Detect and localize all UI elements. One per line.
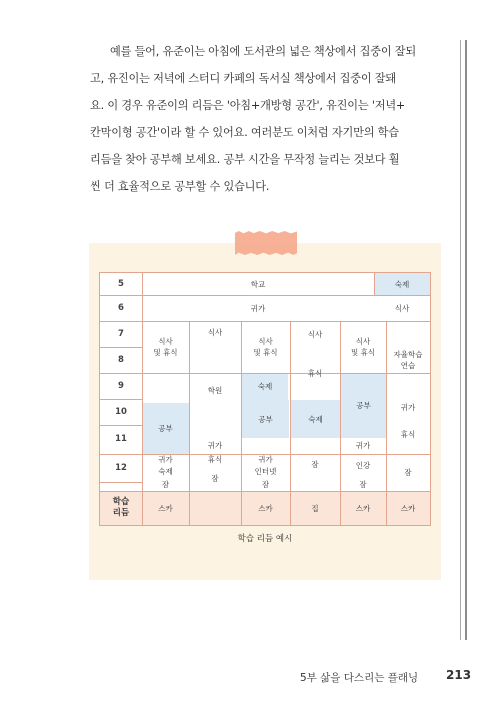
cell-homework-5: 숙제 (374, 273, 430, 295)
body-line-3: 요. 이 경우 유준이의 리듬은 '아침+개방형 공간', 유진이는 '저녁+ (90, 99, 406, 112)
cell-c6-home: 귀가 (400, 402, 416, 412)
cell-c6-study-hall: 자율학습 연습 (393, 350, 423, 370)
rhythm-col-1: 스카 (158, 503, 173, 513)
cell-c1-study: 공부 (142, 403, 189, 454)
cell-c5-home: 귀가 (355, 440, 371, 450)
rhythm-col-3: 스카 (258, 503, 273, 513)
cell-c2-academy: 학원 (207, 386, 223, 395)
hour-5: 5 (118, 278, 124, 289)
cell-c4-meal: 식사 (307, 329, 323, 339)
page-edge-line (460, 40, 461, 640)
hour-12: 12 (115, 462, 127, 473)
cell-c3-homework: 숙제 (242, 373, 288, 400)
rhythm-col-2 (189, 491, 241, 525)
cell-c2-rest: 휴식 (207, 454, 223, 464)
rhythm-col-4: 집 (311, 503, 319, 513)
cell-c2-sleep: 잠 (211, 474, 219, 483)
hour-6: 6 (118, 302, 124, 313)
cell-c5-online-lecture: 인강 (355, 460, 371, 470)
body-line-4: 칸막이형 공간'이라 할 수 있어요. 여러분도 이처럼 자기만의 학습 (90, 126, 399, 139)
rhythm-col-6: 스카 (400, 503, 416, 513)
body-line-1: 예를 들어, 유준이는 아침에 도서관의 넓은 책상에서 집중이 잘되 (110, 45, 416, 58)
cell-c1-home: 귀가 (158, 455, 173, 464)
cell-c5-study: 공부 (341, 373, 386, 438)
hour-10: 10 (115, 406, 127, 417)
footer-chapter: 5부 삶을 다스리는 플래닝 (300, 672, 419, 684)
cell-school: 학교 (250, 279, 266, 289)
cell-c4-rest: 휴식 (307, 369, 323, 378)
hour-11: 11 (115, 434, 127, 444)
cell-c4-sleep: 잠 (311, 460, 319, 469)
tape-decoration (235, 231, 297, 255)
rhythm-col-5: 스카 (355, 503, 371, 513)
cell-c5-sleep: 잠 (359, 480, 367, 489)
hour-7: 7 (118, 328, 124, 339)
rhythm-figure (89, 243, 441, 580)
hour-8: 8 (118, 354, 124, 365)
cell-meal-6: 식사 (394, 303, 410, 313)
body-line-2: 고, 유진이는 저녁에 스터디 카페의 독서실 책상에서 집중이 잘돼 (90, 72, 396, 85)
cell-c2-home: 귀가 (207, 440, 223, 450)
body-line-6: 씬 더 효율적으로 공부할 수 있습니다. (90, 180, 270, 193)
figure-caption: 학습 리듬 예시 (237, 534, 293, 544)
cell-c4-homework: 숙제 (291, 400, 340, 438)
schedule-table (99, 272, 431, 526)
cell-c3-sleep: 잠 (261, 479, 270, 489)
cell-c1-homework: 숙제 (158, 466, 173, 476)
cell-c6-sleep: 잠 (404, 468, 412, 477)
cell-c3-home: 귀가 (258, 455, 273, 464)
cell-c1-meal-rest: 식사 및 휴식 (153, 337, 178, 357)
cell-c3-study: 공부 (242, 400, 289, 438)
cell-c5-meal-rest: 식사 및 휴식 (350, 337, 376, 357)
body-line-5: 리듬을 찾아 공부해 보세요. 공부 시간을 무작정 늘리는 것보다 훨 (90, 153, 400, 166)
body-paragraph (90, 38, 445, 200)
cell-c3-internet: 인터넷 (254, 466, 277, 476)
hour-9: 9 (118, 380, 124, 391)
cell-c6-rest: 휴식 (400, 430, 416, 439)
page-edge-line-thick (465, 40, 467, 640)
cell-c1-sleep: 잠 (161, 479, 170, 489)
page-number: 213 (446, 668, 472, 682)
cell-go-home: 귀가 (250, 303, 266, 313)
cell-c2-meal: 식사 (207, 327, 223, 337)
rhythm-label: 학습 리듬 (112, 497, 130, 518)
cell-c3-meal-rest: 식사 및 휴식 (253, 337, 278, 357)
